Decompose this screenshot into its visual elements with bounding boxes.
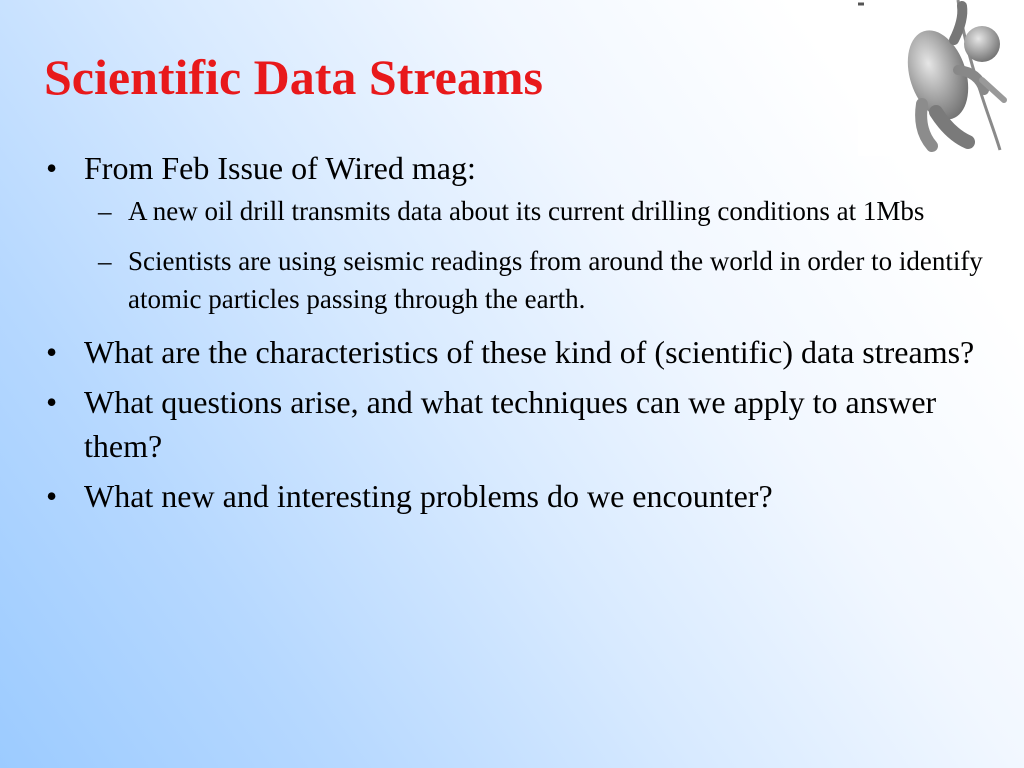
sub-bullet-item <box>84 242 1004 318</box>
person-climbing-rope-icon <box>858 0 1024 156</box>
bullet-marker: • <box>46 334 58 370</box>
bullet-item <box>44 380 1004 468</box>
bullet-item <box>44 146 1004 318</box>
bullet-text: What are the characteristics of these kind of (scientific) data streams? <box>84 334 975 370</box>
bullet-marker: • <box>46 478 58 514</box>
sub-bullet-text: Scientists are using seismic readings from around the world in order to identify atomic particles passing through the earth. <box>128 246 983 314</box>
dash-marker: – <box>98 196 112 226</box>
bullet-text: From Feb Issue of Wired mag: <box>84 150 476 186</box>
bullet-text: What questions arise, and what techniques can we apply to answer them? <box>84 384 937 464</box>
slide-title: Scientific Data Streams <box>44 49 543 105</box>
sub-bullet-text: A new oil drill transmits data about its current drilling conditions at 1Mbs <box>128 196 925 226</box>
dash-marker: – <box>98 246 112 276</box>
bullet-marker: • <box>46 150 58 186</box>
bullet-list <box>44 146 1004 524</box>
sub-bullet-item <box>84 192 1004 230</box>
bullet-marker: • <box>46 384 58 420</box>
bullet-item <box>44 474 1004 518</box>
bullet-item <box>44 330 1004 374</box>
sub-bullet-list <box>84 192 1004 318</box>
bullet-text: What new and interesting problems do we encounter? <box>84 478 773 514</box>
